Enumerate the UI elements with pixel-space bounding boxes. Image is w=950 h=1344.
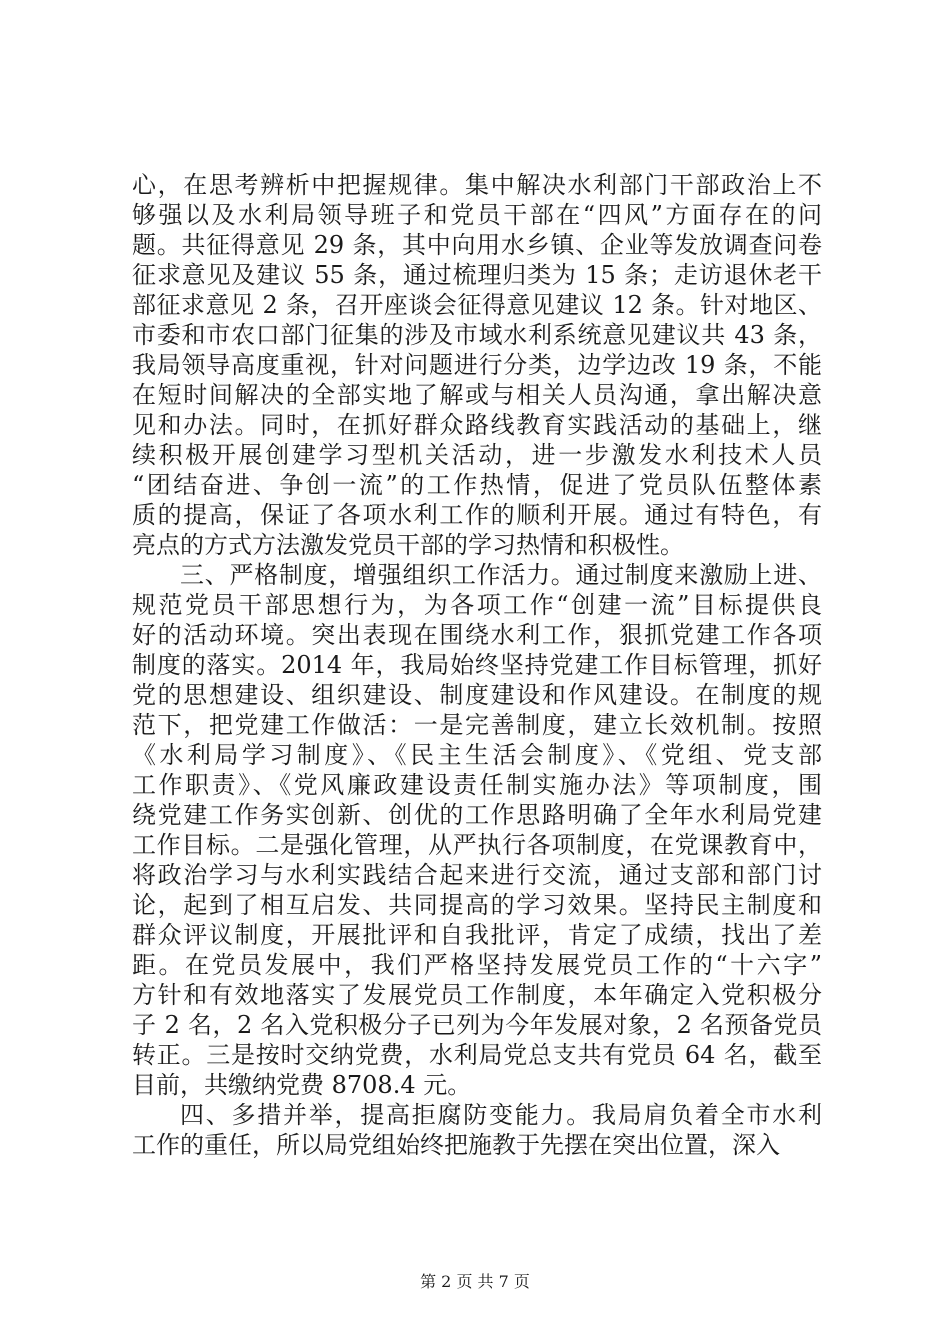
text-line: 工作目标。二是强化管理，从严执行各项制度，在党课教育中，: [132, 831, 822, 859]
text-line: 党的思想建设、组织建设、制度建设和作风建设。在制度的规: [132, 681, 822, 709]
text-line: 部征求意见 2 条，召开座谈会征得意见建议 12 条。针对地区、: [132, 291, 822, 319]
paragraph-p1: [132, 170, 822, 560]
text-line: 在短时间解决的全部实地了解或与相关人员沟通，拿出解决意: [132, 381, 822, 409]
text-line: 三、严格制度，增强组织工作活力。通过制度来激励上进、: [180, 561, 822, 589]
text-line: 论，起到了相互启发、共同提高的学习效果。坚持民主制度和: [132, 891, 822, 919]
text-line: 题。共征得意见 29 条，其中向用水乡镇、企业等发放调查问卷: [132, 231, 822, 259]
text-line: 够强以及水利局领导班子和党员干部在“四风”方面存在的问: [132, 201, 822, 229]
text-line: 目前，共缴纳党费 8708.4 元。: [132, 1071, 472, 1099]
text-line: 规范党员干部思想行为，为各项工作“创建一流”目标提供良: [132, 591, 822, 619]
text-line: “团结奋进、争创一流”的工作热情，促进了党员队伍整体素: [132, 471, 822, 499]
text-line: 见和办法。同时，在抓好群众路线教育实践活动的基础上，继: [132, 411, 822, 439]
text-line: 《水利局学习制度》、《民主生活会制度》、《党组、党支部: [132, 741, 822, 769]
text-line: 将政治学习与水利实践结合起来进行交流，通过支部和部门讨: [132, 861, 822, 889]
text-line: 绕党建工作务实创新、创优的工作思路明确了全年水利局党建: [132, 801, 822, 829]
text-line: 心，在思考辨析中把握规律。集中解决水利部门干部政治上不: [132, 171, 822, 199]
text-line: 制度的落实。2014 年，我局始终坚持党建工作目标管理，抓好: [132, 651, 822, 679]
text-line: 质的提高，保证了各项水利工作的顺利开展。通过有特色，有: [132, 501, 822, 529]
text-line: 亮点的方式方法激发党员干部的学习热情和积极性。: [132, 531, 684, 559]
text-line: 转正。三是按时交纳党费，水利局党总支共有党员 64 名，截至: [132, 1041, 822, 1069]
text-line: 工作的重任，所以局党组始终把施教于先摆在突出位置，深入: [132, 1131, 780, 1159]
text-line: 四、多措并举，提高拒腐防变能力。我局肩负着全市水利: [180, 1101, 822, 1129]
paragraph-p2: [132, 560, 822, 1100]
text-line: 子 2 名，2 名入党积极分子已列为今年发展对象，2 名预备党员: [132, 1011, 822, 1039]
page-footer: 第 2 页 共 7 页: [420, 1272, 530, 1291]
text-line: 群众评议制度，开展批评和自我批评，肯定了成绩，找出了差: [132, 921, 822, 949]
text-line: 市委和市农口部门征集的涉及市域水利系统意见建议共 43 条，: [132, 321, 822, 349]
text-line: 方针和有效地落实了发展党员工作制度，本年确定入党积极分: [132, 981, 822, 1009]
paragraph-p3: [132, 1100, 822, 1160]
document-body: [132, 170, 822, 1160]
text-line: 续积极开展创建学习型机关活动，进一步激发水利技术人员: [132, 441, 822, 469]
text-line: 工作职责》、《党风廉政建设责任制实施办法》等项制度，围: [132, 771, 822, 799]
text-line: 征求意见及建议 55 条，通过梳理归类为 15 条；走访退休老干: [132, 261, 822, 289]
text-line: 好的活动环境。突出表现在围绕水利工作，狠抓党建工作各项: [132, 621, 822, 649]
text-line: 范下，把党建工作做活：一是完善制度，建立长效机制。按照: [132, 711, 822, 739]
text-line: 我局领导高度重视，针对问题进行分类，边学边改 19 条，不能: [132, 351, 822, 379]
text-line: 距。在党员发展中，我们严格坚持发展党员工作的“十六字”: [132, 951, 822, 979]
